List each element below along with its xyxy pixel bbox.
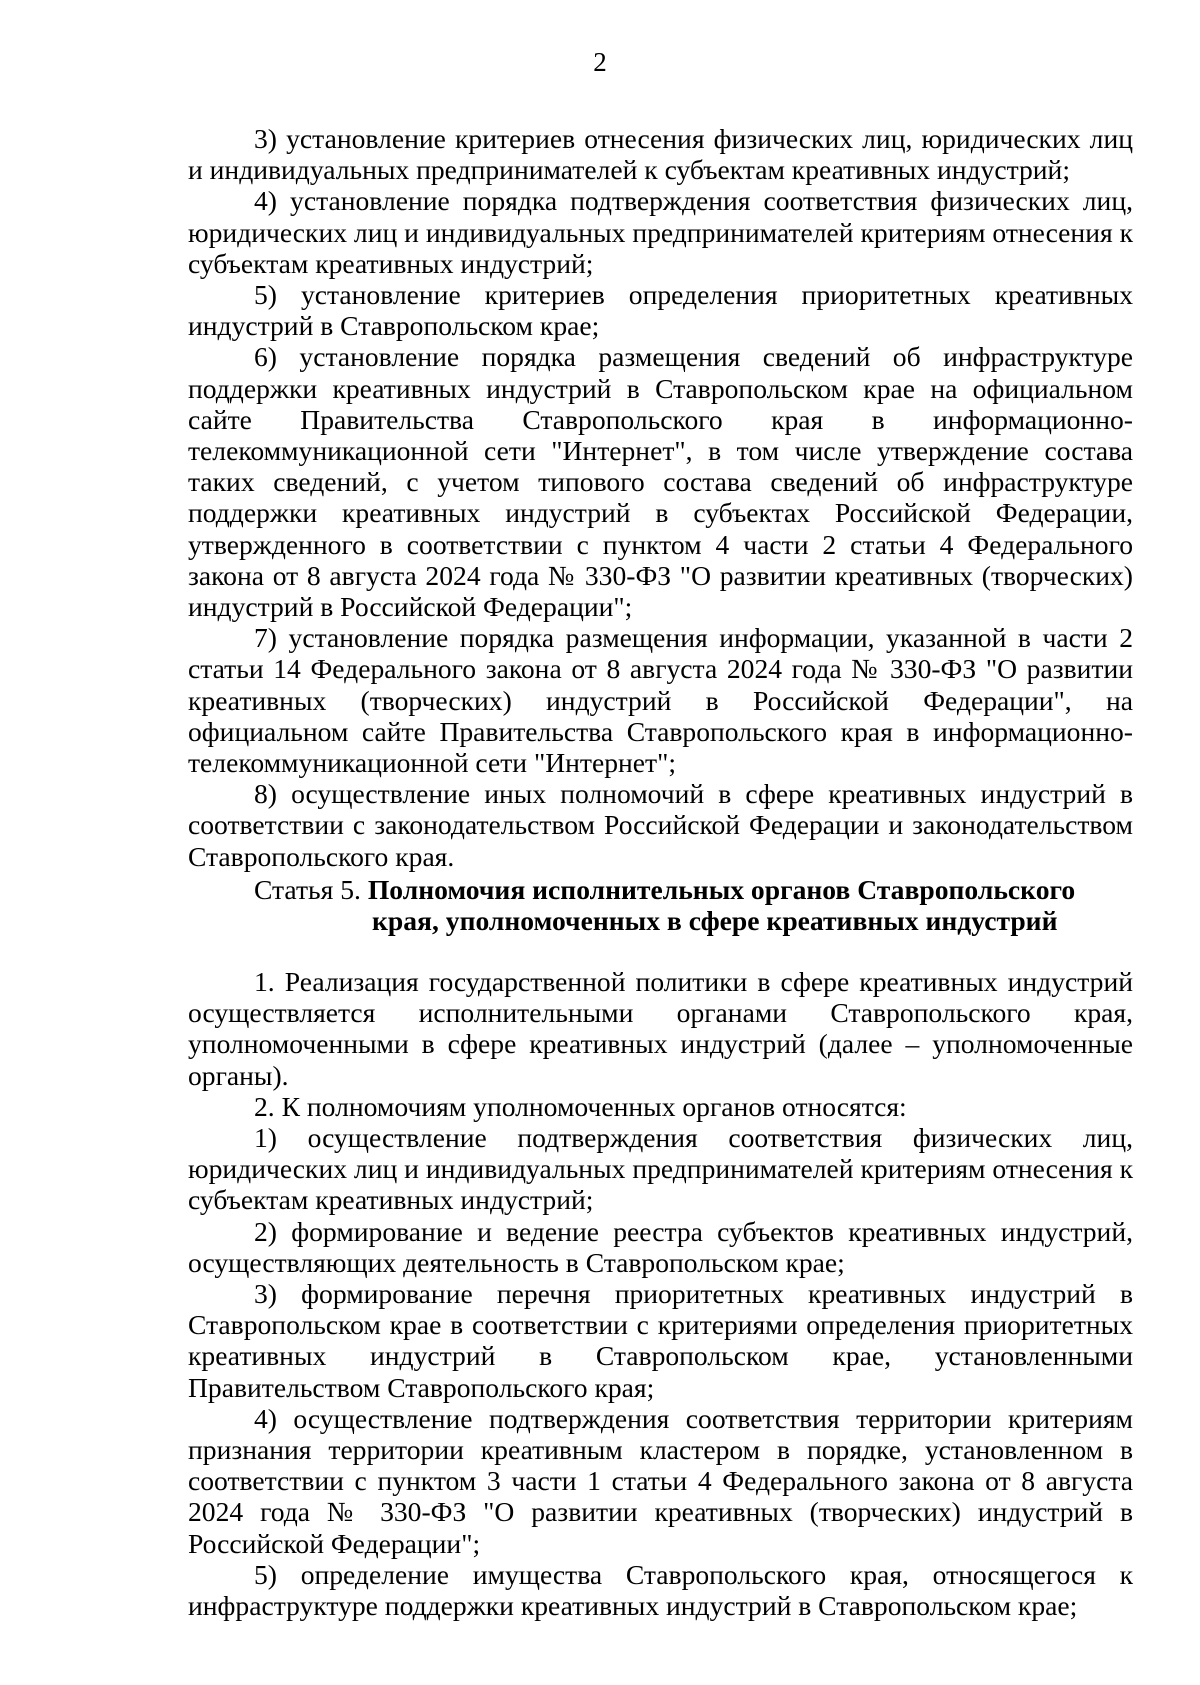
paragraph-item-7: 7) установление порядка размещения информации, указанной в части 2 статьи 14 Федерального закона от 8 августа 2024 года № 330-ФЗ "О развитии креативных (творческих) индустрий в Российской Федерации", на официальном сайте Правительства Ставропольского края в информационно-телекоммуникационной сети "Интернет"; xyxy=(188,622,1133,779)
paragraph-clause-2: 2. К полномочиям уполномоченных органов относятся: xyxy=(254,1090,907,1122)
paragraph-power-2: 2) формирование и ведение реестра субъектов креативных индустрий, осуществляющих деятельность в Ставропольском крае; xyxy=(188,1215,1133,1278)
section-two-text xyxy=(188,966,1133,1621)
article-label: Статья 5. xyxy=(254,874,361,905)
paragraph-item-8: 8) осуществление иных полномочий в сфере креативных индустрий в соответствии с законодательством Российской Федерации и законодательством Ставропольского края. xyxy=(188,778,1133,872)
paragraph-power-4: 4) осуществление подтверждения соответствия территории критериям признания территории креативным кластером в порядке, установленном в соответствии с пунктом 3 части 1 статьи 4 Федерального закона от 8 августа 2024 года № 330-ФЗ "О развитии креативных (творческих) индустрий в Российской Федерации"; xyxy=(188,1402,1133,1559)
paragraph-clause-1: 1. Реализация государственной политики в сфере креативных индустрий осуществляется исполнительными органами Ставропольского края, уполномоченными в сфере креативных индустрий (далее – уполномоченные органы). xyxy=(188,966,1133,1091)
section-one-text xyxy=(188,123,1133,872)
paragraph-item-6: 6) установление порядка размещения сведений об инфраструктуре поддержки креативных индустрий в Ставропольском крае на официальном сайте Правительства Ставропольского края в информационно-телекоммуникационной сети "Интернет", в том числе утверждение состава таких сведений, с учетом типового состава сведений об инфраструктуре поддержки креативных индустрий в субъектах Российской Федерации, утвержденного в соответствии с пунктом 4 части 2 статьи 4 Федерального закона от 8 августа 2024 года № 330-ФЗ "О развитии креативных (творческих) индустрий в Российской Федерации"; xyxy=(188,341,1133,623)
page-number: 2 xyxy=(593,47,607,77)
article-heading-line-1 xyxy=(254,874,1134,905)
paragraph-power-5: 5) определение имущества Ставропольского края, относящегося к инфраструктуре поддержки креативных индустрий в Ставропольском крае; xyxy=(188,1558,1133,1622)
paragraph-item-3: 3) установление критериев отнесения физических лиц, юридических лиц и индивидуальных предпринимателей к субъектам креативных индустрий; xyxy=(188,123,1133,186)
article-title-line-2: края, уполномоченных в сфере креативных индустрий xyxy=(372,905,1058,937)
paragraph-item-5: 5) установление критериев определения приоритетных креативных индустрий в Ставропольском крае; xyxy=(188,279,1133,342)
article-heading-line-2 xyxy=(254,905,1134,936)
paragraph-power-3: 3) формирование перечня приоритетных креативных индустрий в Ставропольском крае в соответствии с критериями определения приоритетных креативных индустрий в Ставропольском крае, установленными Правительством Ставропольского края; xyxy=(188,1278,1133,1403)
paragraph-item-4: 4) установление порядка подтверждения соответствия физических лиц, юридических лиц и индивидуальных предпринимателей критериям отнесения к субъектам креативных индустрий; xyxy=(188,185,1133,279)
article-heading xyxy=(254,874,1134,936)
paragraph-power-1: 1) осуществление подтверждения соответствия физических лиц, юридических лиц и индивидуальных предпринимателей критериям отнесения к субъектам креативных индустрий; xyxy=(188,1122,1133,1216)
article-title-line-1: Полномочия исполнительных органов Ставропольского xyxy=(367,874,1076,905)
